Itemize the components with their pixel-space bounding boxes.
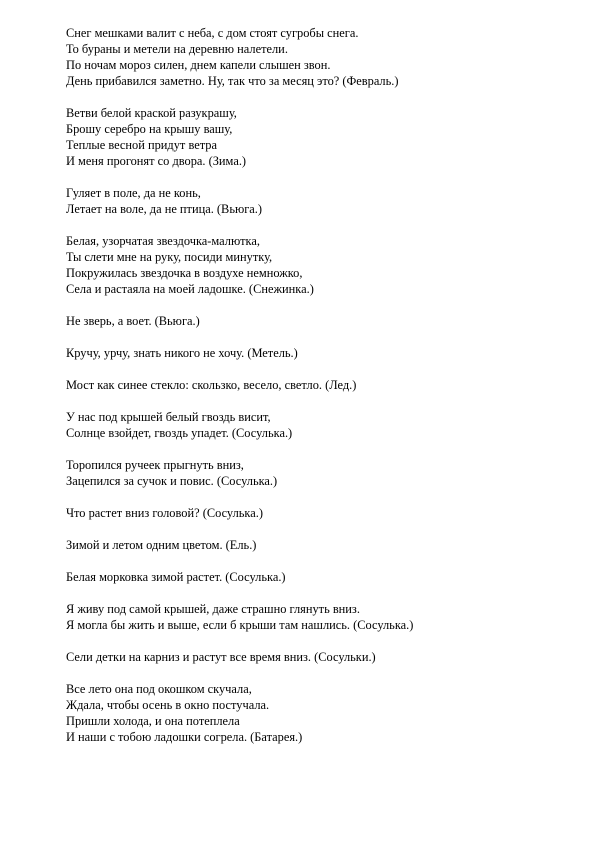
text-line: И наши с тобою ладошки согрела. (Батарея.) xyxy=(66,730,303,744)
text-line: Белая морковка зимой растет. (Сосулька.) xyxy=(66,570,286,584)
text-line: Зацепился за сучок и повис. (Сосулька.) xyxy=(66,474,278,488)
riddle-paragraph xyxy=(66,185,566,217)
text-line: Теплые весной придут ветра xyxy=(66,138,217,152)
riddle-paragraph xyxy=(66,649,566,665)
text-line: Покружилась звездочка в воздухе немножко, xyxy=(66,266,303,280)
text-line: Брошу серебро на крышу вашу, xyxy=(66,122,233,136)
text-line: То бураны и метели на деревню налетели. xyxy=(66,42,288,56)
riddle-paragraph xyxy=(66,569,566,585)
riddle-paragraph xyxy=(66,505,566,521)
riddle-paragraph xyxy=(66,537,566,553)
riddle-paragraph xyxy=(66,377,566,393)
text-line: И меня прогонят со двора. (Зима.) xyxy=(66,154,247,168)
text-line: Летает на воле, да не птица. (Вьюга.) xyxy=(66,202,263,216)
text-line: Все лето она под окошком скучала, xyxy=(66,682,252,696)
text-line: Ты слети мне на руку, посиди минутку, xyxy=(66,250,273,264)
text-line: Зимой и летом одним цветом. (Ель.) xyxy=(66,538,257,552)
riddle-paragraph xyxy=(66,409,566,441)
text-line: Мост как синее стекло: скользко, весело, светло. (Лед.) xyxy=(66,378,357,392)
text-line: Солнце взойдет, гвоздь упадет. (Сосулька.) xyxy=(66,426,293,440)
text-line: Торопился ручеек прыгнуть вниз, xyxy=(66,458,244,472)
text-line: Не зверь, а воет. (Вьюга.) xyxy=(66,314,200,328)
text-line: Я живу под самой крышей, даже страшно глянуть вниз. xyxy=(66,602,360,616)
riddle-paragraph xyxy=(66,345,566,361)
riddle-paragraph xyxy=(66,105,566,169)
text-line: Гуляет в поле, да не конь, xyxy=(66,186,201,200)
text-line: Я могла бы жить и выше, если б крыши там нашлись. (Сосулька.) xyxy=(66,618,414,632)
text-line: Ждала, чтобы осень в окно постучала. xyxy=(66,698,270,712)
text-line: Пришли холода, и она потеплела xyxy=(66,714,240,728)
text-line: Села и растаяла на моей ладошке. (Снежинка.) xyxy=(66,282,314,296)
text-line: День прибавился заметно. Ну, так что за месяц это? (Февраль.) xyxy=(66,74,399,88)
riddle-paragraph xyxy=(66,25,566,89)
text-line: Что растет вниз головой? (Сосулька.) xyxy=(66,506,263,520)
riddle-paragraph xyxy=(66,313,566,329)
riddle-paragraph xyxy=(66,681,566,745)
document-page xyxy=(66,25,566,761)
text-line: Ветви белой краской разукрашу, xyxy=(66,106,237,120)
text-line: Снег мешками валит с неба, с дом стоят сугробы снега. xyxy=(66,26,359,40)
text-line: Белая, узорчатая звездочка-малютка, xyxy=(66,234,260,248)
text-line: Кручу, урчу, знать никого не хочу. (Метель.) xyxy=(66,346,298,360)
text-line: Сели детки на карниз и растут все время вниз. (Сосульки.) xyxy=(66,650,376,664)
text-line: По ночам мороз силен, днем капели слышен звон. xyxy=(66,58,331,72)
riddle-paragraph xyxy=(66,457,566,489)
text-line: У нас под крышей белый гвоздь висит, xyxy=(66,410,271,424)
riddle-paragraph xyxy=(66,601,566,633)
riddle-paragraph xyxy=(66,233,566,297)
